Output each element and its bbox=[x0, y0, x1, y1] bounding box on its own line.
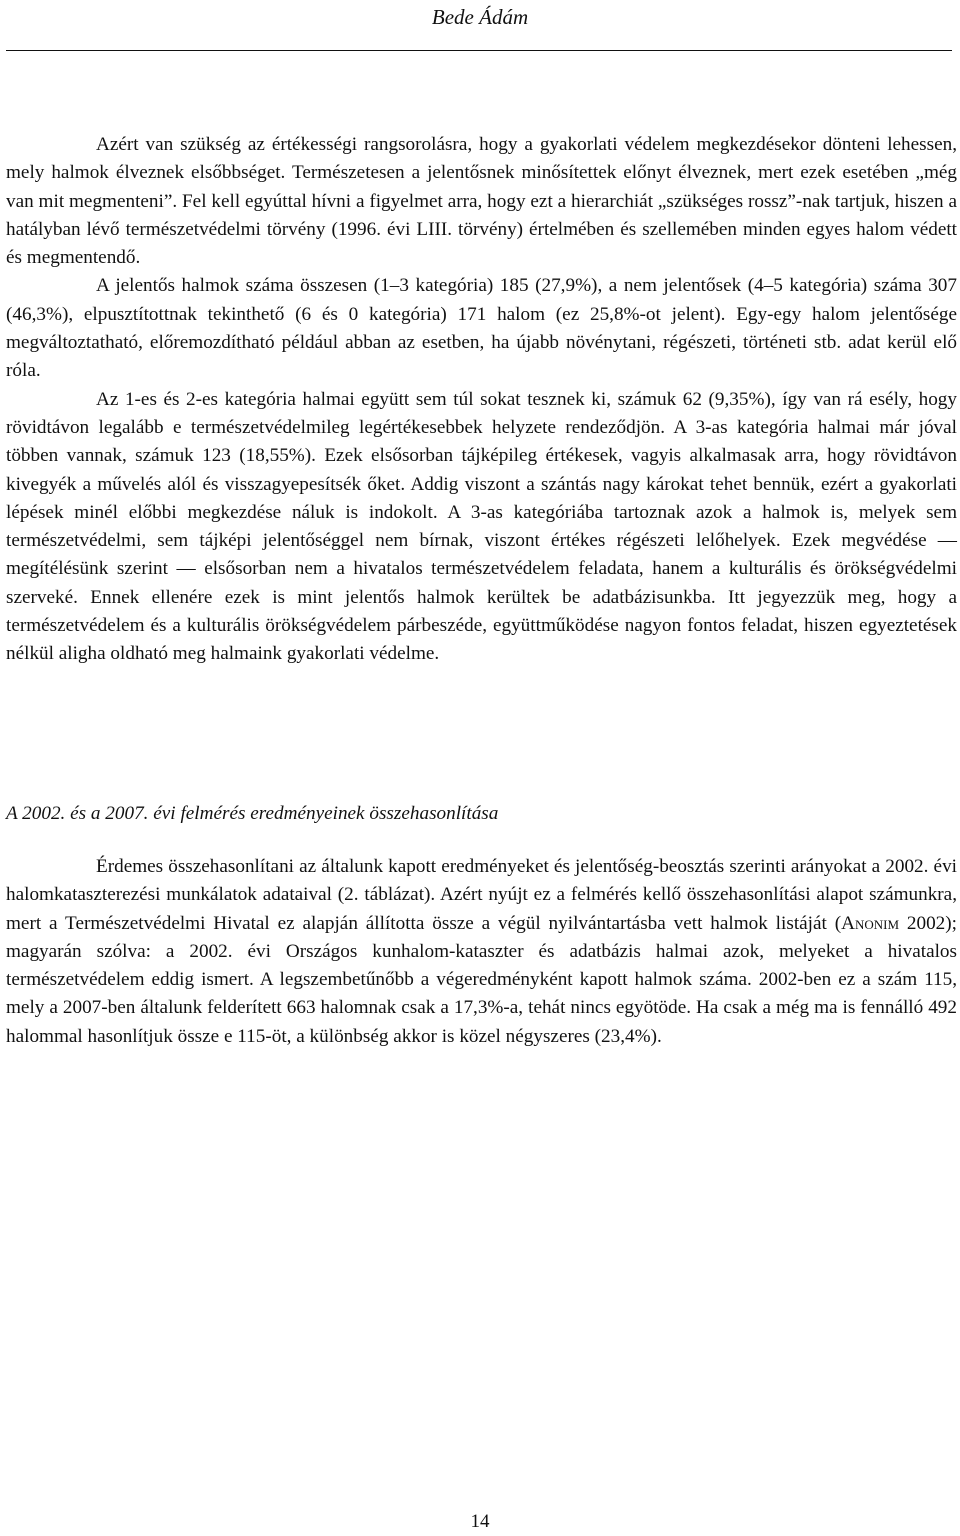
comparison-text-end: 2002); magyarán szólva: a 2002. évi Országos kunhalom-kataszter és adatbázis halmai azok, melyeket a hivatalos természetvédelem eddig ismert. A legszembetűnőbb a végeredményként kapott halmok száma. 2002-ben ez a szám 115, mely a 2007-ben általunk felderített 663 halomnak csak a 17,3%-a, tehát nincs egyötöde. Ha csak a még ma is fennálló 492 halommal hasonlítjuk össze e 115-öt, a különbség akkor is közel négyszeres (23,4%). bbox=[6, 912, 957, 1047]
page-number: 14 bbox=[470, 1511, 490, 1532]
running-header: Bede Ádám bbox=[431, 5, 529, 29]
paragraph-comparison bbox=[6, 853, 957, 1051]
paragraph-priority: Azért van szükség az értékességi rangsorolásra, hogy a gyakorlati védelem megkezdésekor dönteni lehessen, mely halmok élveznek elsőbbséget. Természetesen a jelentősnek minősítettek előnyt élveznek, mert ezek esetében „még van mit megmenteni”. Fel kell egyúttal hívni a figyelmet arra, hogy ezt a hierarchiát „szükséges rossz”-nak tartjuk, hiszen a hatályban lévő természetvédelmi törvény (1996. évi LIII. törvény) értelmében és szellemében minden egyes halom védett és megmentendő. bbox=[6, 134, 957, 269]
section-text bbox=[6, 853, 957, 1051]
comparison-text-start: Érdemes összehasonlítani az általunk kapott eredményeket és jelentőség-beosztás szerinti arányokat a 2002. évi halomkataszterezési munkálatok adataival (2. táblázat). Azért nyújt ez a felmérés kellő összehasonlítási alapot számunkra, mert a Természetvédelmi Hivatal ez alapján állította össze a végül nyilvántartásba vett halmok listáját ( bbox=[6, 856, 957, 934]
citation-author: Anonim bbox=[841, 912, 900, 934]
header-divider bbox=[6, 50, 952, 51]
section-title: A 2002. és a 2007. évi felmérés eredményeinek összehasonlítása bbox=[6, 803, 499, 824]
body-text bbox=[6, 131, 957, 669]
paragraph-categories: Az 1-es és 2-es kategória halmai együtt sem túl sokat tesznek ki, számuk 62 (9,35%), így van rá esély, hogy rövidtávon legalább e természetvédelmileg legértékesebbek helyzete rendeződjön. A 3-as kategória halmai már jóval többen vannak, számuk 123 (18,55%). Ezek elsősorban tájképileg értékesek, vagyis alkalmasak arra, hogy rövidtávon kivegyék a művelés alól és visszagyepesítsék őket. Addig viszont a szántás nagy károkat tehet bennük, ezért a gyakorlati lépések minél előbbi megkezdése náluk is indokolt. A 3-as kategóriába tartoznak azok a halmok is, melyek sem természetvédelmi, sem tájképi jelentőséggel nem bírnak, viszont értékes régészeti lelőhelyek. Ezek megvédése — megítélésünk szerint — elsősorban nem a hivatalos természetvédelem feladata, hanem a kulturális és örökségvédelmi szerveké. Ennek ellenére ezek is mint jelentős halmok kerültek be adatbázisunkba. Itt jegyezzük meg, hogy a természetvédelem és a kulturális örökségvédelem párbeszéde, együttműködése nagyon fontos feladat, hiszen egyeztetések nélkül aligha oldható meg halmaink gyakorlati védelme. bbox=[6, 388, 957, 665]
paragraph-counts: A jelentős halmok száma összesen (1–3 kategória) 185 (27,9%), a nem jelentősek (4–5 kategória) száma 307 (46,3%), elpusztítottnak tekinthető (6 és 0 kategória) 171 halom (ez 25,8%-ot jelent). Egy-egy halom jelentősége megváltoztatható, előremozdítható például abban az esetben, ha újabb növénytani, régészeti, történeti stb. adat kerül elő róla. bbox=[6, 275, 957, 382]
